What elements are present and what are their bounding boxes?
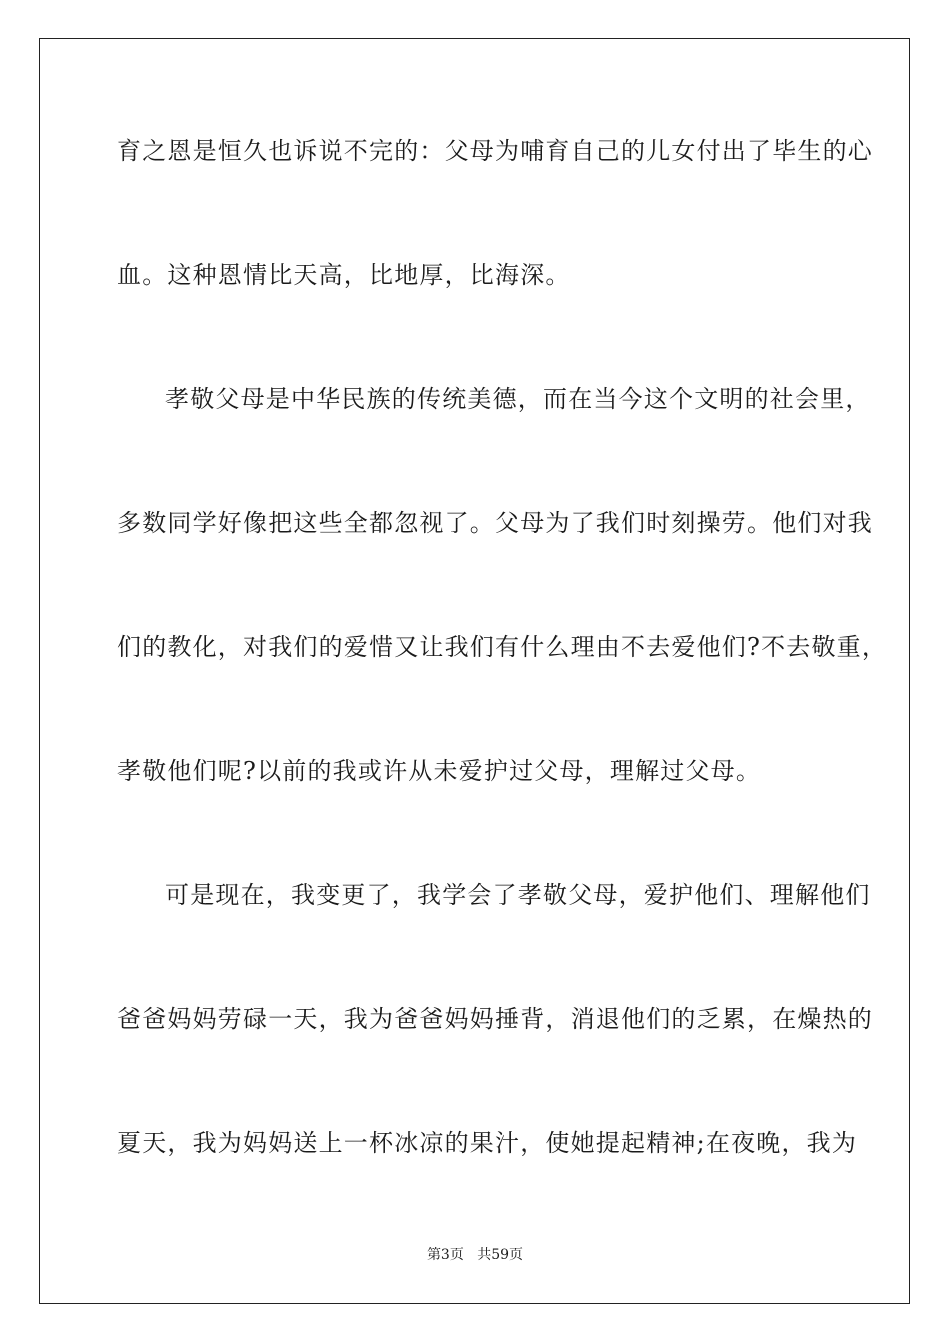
text-line-8: 爸爸妈妈劳碌一天，我为爸爸妈妈捶背，消退他们的乏累，在燥热的 bbox=[117, 1005, 873, 1033]
page-total: 共59页 bbox=[477, 1247, 524, 1263]
text-line-6: 孝敬他们呢?以前的我或许从未爱护过父母，理解过父母。 bbox=[117, 757, 762, 785]
page-footer bbox=[0, 1246, 950, 1264]
text-line-1: 育之恩是恒久也诉说不完的：父母为哺育自己的儿女付出了毕生的心 bbox=[117, 137, 873, 165]
page-border bbox=[39, 38, 910, 1304]
text-line-5: 们的教化，对我们的爱惜又让我们有什么理由不去爱他们?不去敬重， bbox=[117, 633, 888, 661]
page-number: 第3页 bbox=[426, 1247, 464, 1263]
text-line-2: 血。这种恩情比天高，比地厚，比海深。 bbox=[117, 261, 571, 289]
text-line-4: 多数同学好像把这些全都忽视了。父母为了我们时刻操劳。他们对我 bbox=[117, 509, 873, 537]
text-line-7: 可是现在，我变更了，我学会了孝敬父母，爱护他们、理解他们 bbox=[165, 881, 871, 909]
text-line-3: 孝敬父母是中华民族的传统美德，而在当今这个文明的社会里， bbox=[165, 385, 871, 413]
text-line-9: 夏天，我为妈妈送上一杯冰凉的果汁，使她提起精神;在夜晚，我为 bbox=[117, 1129, 858, 1157]
